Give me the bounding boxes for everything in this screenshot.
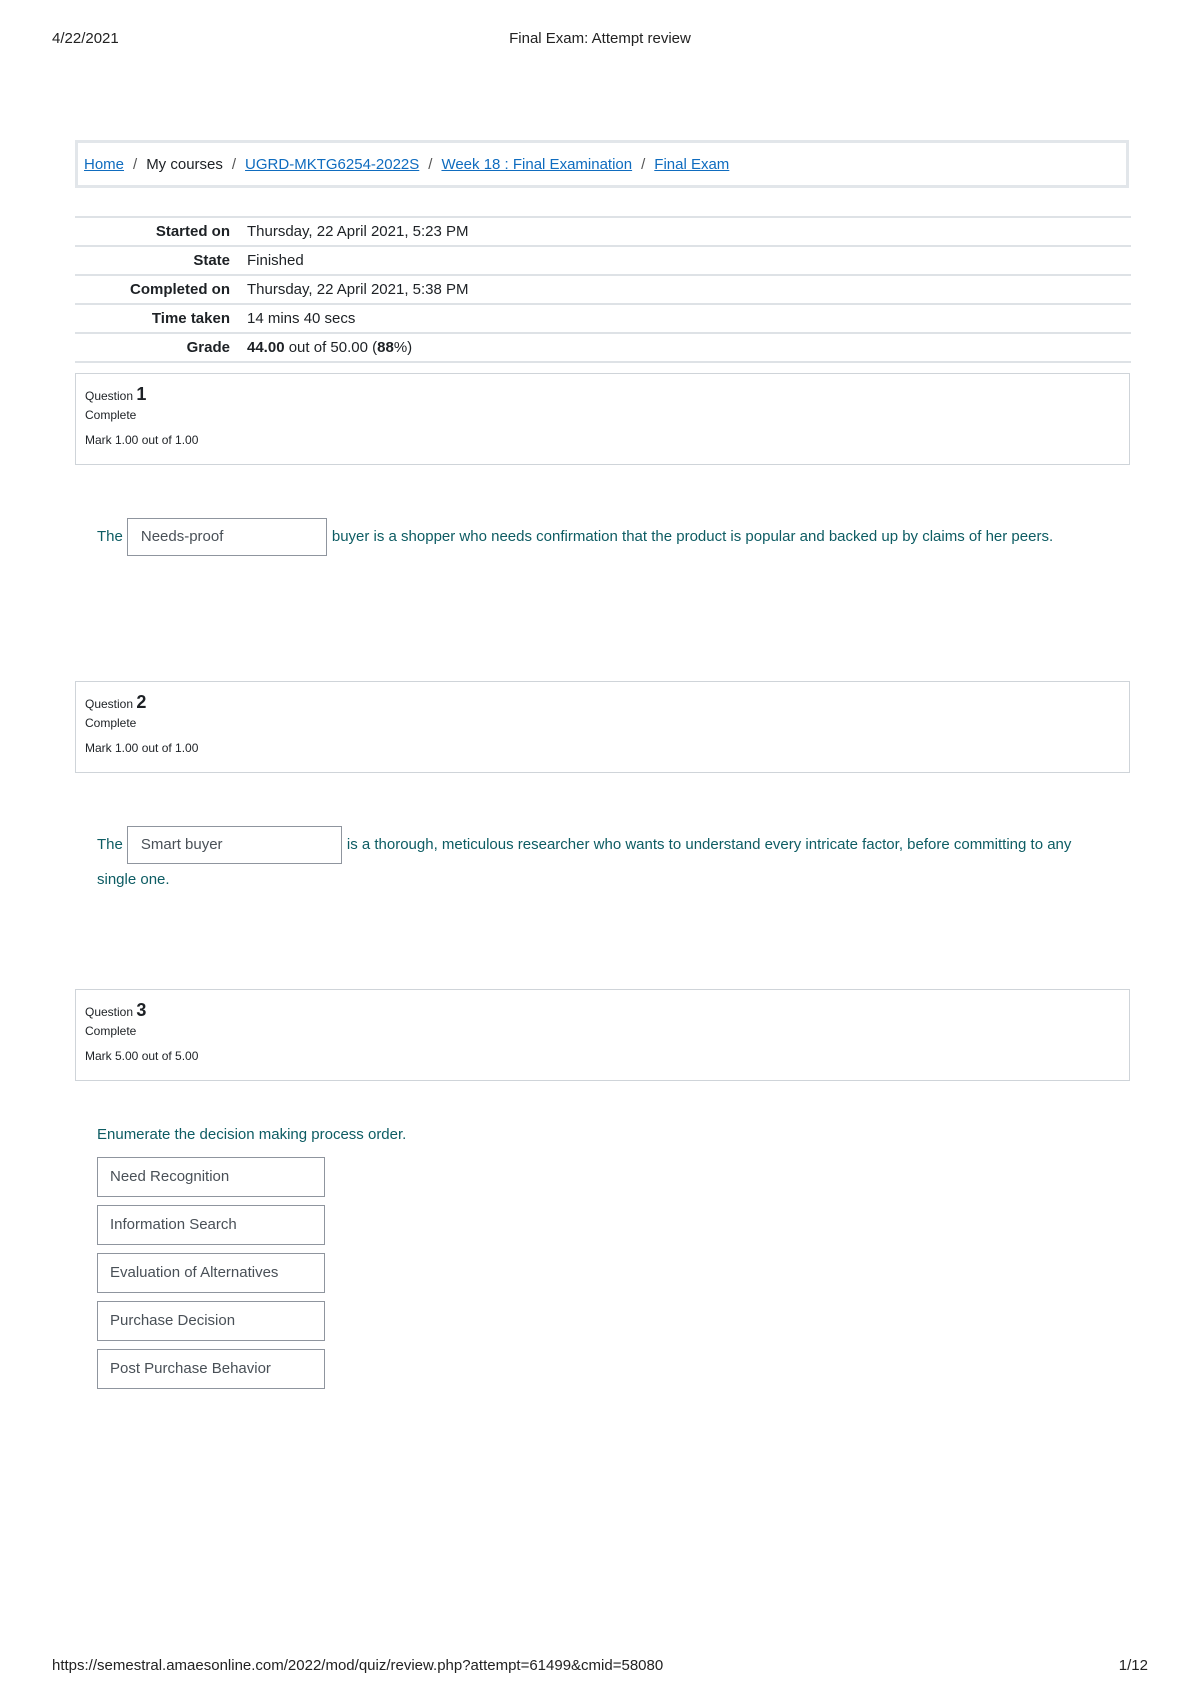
question-label: Question bbox=[85, 697, 134, 711]
print-title: Final Exam: Attempt review bbox=[509, 30, 691, 47]
started-on-label: Started on bbox=[155, 223, 230, 240]
breadcrumb-exam-link[interactable]: Final Exam bbox=[654, 155, 730, 173]
print-header bbox=[0, 30, 1200, 50]
state-label: State bbox=[193, 252, 230, 269]
grade-score: 44.00 bbox=[247, 339, 285, 356]
question-label: Question bbox=[85, 1005, 134, 1019]
attempt-summary-table bbox=[75, 216, 1131, 363]
question-prefix: The bbox=[97, 527, 123, 545]
question-mark: Mark 5.00 out of 5.00 bbox=[85, 1049, 199, 1063]
ordering-item[interactable]: Post Purchase Behavior bbox=[97, 1349, 325, 1389]
ordering-item[interactable]: Purchase Decision bbox=[97, 1301, 325, 1341]
breadcrumb-separator: / bbox=[231, 155, 237, 173]
question-number bbox=[85, 383, 1120, 405]
breadcrumb-my-courses: My courses bbox=[146, 155, 223, 173]
question-1-text bbox=[97, 518, 1107, 556]
summary-row-time bbox=[75, 304, 1131, 333]
question-num: 3 bbox=[136, 1000, 147, 1020]
time-taken-value: 14 mins 40 secs bbox=[247, 310, 356, 327]
question-prefix: The bbox=[97, 835, 123, 853]
question-mark: Mark 1.00 out of 1.00 bbox=[85, 741, 199, 755]
print-page-number: 1/12 bbox=[1118, 1657, 1148, 1674]
completed-on-label: Completed on bbox=[130, 281, 230, 298]
breadcrumb-separator: / bbox=[641, 155, 646, 173]
question-state: Complete bbox=[85, 716, 137, 730]
question-number bbox=[85, 691, 1120, 713]
summary-row-completed bbox=[75, 275, 1131, 304]
grade-close: %) bbox=[393, 339, 413, 356]
print-date: 4/22/2021 bbox=[52, 30, 119, 47]
question-1-info bbox=[75, 373, 1130, 465]
summary-row-grade bbox=[75, 333, 1131, 362]
ordering-item[interactable]: Information Search bbox=[97, 1205, 325, 1245]
grade-value bbox=[247, 333, 1131, 362]
question-suffix: is a thorough, meticulous researcher who wants to understand every intricate factor, before committing to any single one. bbox=[97, 835, 1072, 888]
breadcrumb-separator: / bbox=[428, 155, 433, 173]
question-2-info bbox=[75, 681, 1130, 773]
answer-field[interactable]: Needs-proof bbox=[127, 518, 327, 556]
breadcrumb-home-link[interactable]: Home bbox=[84, 155, 125, 173]
state-value: Finished bbox=[247, 252, 304, 269]
question-state: Complete bbox=[85, 1024, 137, 1038]
started-on-value: Thursday, 22 April 2021, 5:23 PM bbox=[247, 223, 469, 240]
grade-percent: 88 bbox=[377, 339, 394, 356]
time-taken-label: Time taken bbox=[151, 310, 230, 327]
question-mark: Mark 1.00 out of 1.00 bbox=[85, 433, 199, 447]
breadcrumb-course-link[interactable]: UGRD-MKTG6254-2022S bbox=[245, 155, 420, 173]
breadcrumb-separator: / bbox=[133, 155, 138, 173]
ordering-item[interactable]: Evaluation of Alternatives bbox=[97, 1253, 325, 1293]
answer-field[interactable]: Smart buyer bbox=[127, 826, 342, 864]
grade-out-of: out of 50.00 ( bbox=[288, 339, 378, 356]
print-footer bbox=[0, 1657, 1200, 1677]
question-state: Complete bbox=[85, 408, 137, 422]
question-suffix: buyer is a shopper who needs confirmation that the product is popular and backed up by claims of her peers. bbox=[331, 527, 1054, 545]
question-number bbox=[85, 999, 1120, 1021]
question-3-info bbox=[75, 989, 1130, 1081]
summary-row-started bbox=[75, 217, 1131, 246]
summary-row-state bbox=[75, 246, 1131, 275]
question-num: 2 bbox=[136, 692, 147, 712]
question-label: Question bbox=[85, 389, 134, 403]
question-3-prompt: Enumerate the decision making process order. bbox=[97, 1126, 407, 1143]
breadcrumb-week-link[interactable]: Week 18 : Final Examination bbox=[441, 155, 633, 173]
print-url: https://semestral.amaesonline.com/2022/mod/quiz/review.php?attempt=61499&cmid=58080 bbox=[52, 1657, 664, 1674]
question-2-text bbox=[97, 826, 1107, 896]
completed-on-value: Thursday, 22 April 2021, 5:38 PM bbox=[247, 281, 469, 298]
ordering-list bbox=[97, 1157, 325, 1397]
breadcrumb bbox=[75, 140, 1129, 188]
question-num: 1 bbox=[136, 384, 147, 404]
ordering-item[interactable]: Need Recognition bbox=[97, 1157, 325, 1197]
grade-label: Grade bbox=[186, 339, 230, 356]
